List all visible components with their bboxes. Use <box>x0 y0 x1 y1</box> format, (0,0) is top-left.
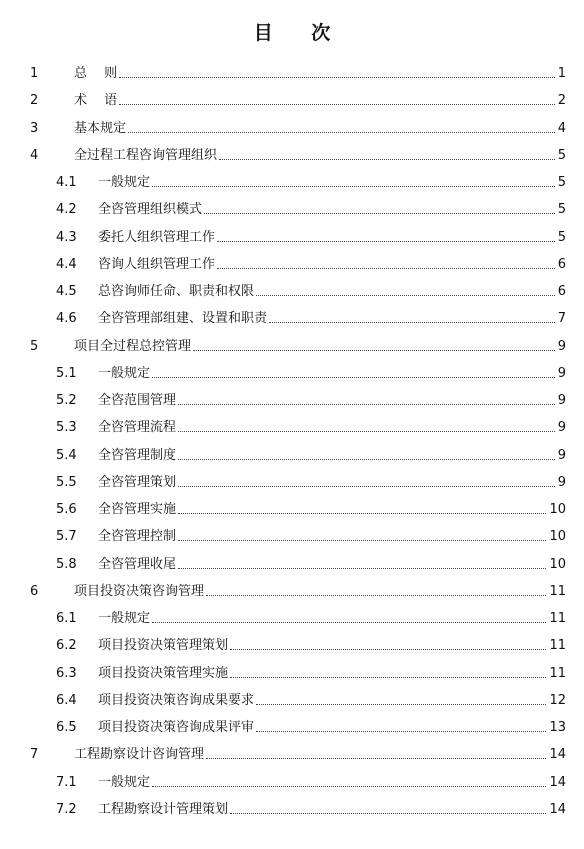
toc-entry-title: 全咨管理组织模式 <box>98 202 203 218</box>
toc-entry-title: 全咨管理收尾 <box>98 556 177 572</box>
toc-leader-dots <box>204 213 555 214</box>
toc-entry-page: 9 <box>557 420 566 436</box>
toc-leader-dots <box>178 540 546 541</box>
toc-leader-dots <box>178 431 555 432</box>
toc-leader-dots <box>178 404 555 405</box>
toc-leader-dots <box>217 268 555 269</box>
toc-leader-dots <box>152 622 546 623</box>
toc-entry-page: 5 <box>557 147 566 163</box>
toc-leader-dots <box>178 568 546 569</box>
toc-entry-page: 10 <box>549 529 566 545</box>
toc-entry-number: 4.5 <box>56 284 77 299</box>
toc-entry-number: 6.2 <box>56 638 77 654</box>
toc-entry[interactable] <box>0 224 584 251</box>
toc-entry-number: 5.2 <box>56 393 77 408</box>
toc-entry[interactable] <box>0 142 584 169</box>
toc-entry[interactable] <box>0 687 584 714</box>
toc-entry[interactable] <box>0 769 584 796</box>
toc-leader-dots <box>256 704 546 705</box>
toc-entry-page: 5 <box>557 229 566 245</box>
toc-leader-dots <box>206 758 546 759</box>
toc-leader-dots <box>178 486 555 487</box>
toc-entry[interactable] <box>0 741 584 768</box>
toc-entry-number: 5.7 <box>56 529 77 545</box>
toc-entry-title: 项目投资决策咨询管理 <box>74 583 205 599</box>
toc-entry-page: 11 <box>549 611 566 626</box>
toc-leader-dots <box>128 132 555 133</box>
toc-entry-page: 11 <box>549 583 566 599</box>
toc-entry[interactable] <box>0 60 584 87</box>
toc-leader-dots <box>230 813 546 814</box>
toc-entry[interactable] <box>0 360 584 387</box>
toc-entry[interactable] <box>0 714 584 741</box>
toc-entry-page: 4 <box>557 120 566 136</box>
toc-entry-title: 咨询人组织管理工作 <box>98 256 216 272</box>
toc-entry-title: 项目投资决策管理策划 <box>98 638 229 654</box>
toc-entry-number: 6.4 <box>56 692 77 708</box>
toc-entry-number: 6.1 <box>56 611 77 626</box>
toc-entry-title: 全咨管理制度 <box>98 447 177 463</box>
toc-entry-number: 2 <box>30 93 39 109</box>
toc-entry[interactable] <box>0 578 584 605</box>
toc-entry-title: 委托人组织管理工作 <box>98 229 216 245</box>
toc-entry-page: 12 <box>549 692 566 708</box>
toc-leader-dots <box>206 595 546 596</box>
toc-entry-number: 6.3 <box>56 665 77 681</box>
toc-entry-number: 5.3 <box>56 420 77 436</box>
toc-leader-dots <box>119 77 555 78</box>
toc-entry[interactable] <box>0 551 584 578</box>
toc-entry-number: 7 <box>30 747 39 763</box>
toc-entry-title: 术 语 <box>74 93 118 109</box>
toc-entry-page: 7 <box>557 311 566 327</box>
toc-entry-page: 1 <box>557 66 566 81</box>
toc-entry[interactable] <box>0 442 584 469</box>
toc-entry-page: 14 <box>549 801 566 817</box>
toc-entry[interactable] <box>0 796 584 823</box>
toc-entry-number: 5.4 <box>56 447 77 463</box>
toc-entry-title: 全咨管理控制 <box>98 529 177 545</box>
toc-entry-number: 5 <box>30 338 39 354</box>
toc-entry[interactable] <box>0 196 584 223</box>
toc-entry-number: 4.6 <box>56 311 77 327</box>
toc-entry-title: 总咨询师任命、职责和权限 <box>98 284 255 299</box>
toc-entry-number: 6.5 <box>56 720 77 735</box>
toc-leader-dots <box>178 459 555 460</box>
toc-entry-title: 基本规定 <box>74 120 127 136</box>
toc-entry-title: 项目投资决策咨询成果要求 <box>98 692 255 708</box>
toc-entry-title: 一般规定 <box>98 774 151 790</box>
toc-entry[interactable] <box>0 115 584 142</box>
toc-leader-dots <box>219 159 555 160</box>
toc-entry-title: 总 则 <box>74 66 118 81</box>
toc-entry-number: 3 <box>30 120 39 136</box>
toc-entry-number: 6 <box>30 583 39 599</box>
toc-entry-number: 5.8 <box>56 556 77 572</box>
toc-title: 目 次 <box>253 22 347 44</box>
toc-entry[interactable] <box>0 251 584 278</box>
toc-leader-dots <box>256 295 555 296</box>
toc-entry-number: 5.5 <box>56 474 77 490</box>
toc-entry-title: 一般规定 <box>98 365 151 381</box>
toc-entry-page: 5 <box>557 175 566 190</box>
toc-entry-number: 4.4 <box>56 256 77 272</box>
toc-entry[interactable] <box>0 305 584 332</box>
toc-entry[interactable] <box>0 632 584 659</box>
toc-entry-page: 9 <box>557 447 566 463</box>
toc-entry[interactable] <box>0 333 584 360</box>
toc-leader-dots <box>217 241 555 242</box>
toc-leader-dots <box>193 350 555 351</box>
toc-entry-page: 13 <box>549 720 566 735</box>
toc-entry-number: 5.1 <box>56 365 77 381</box>
toc-entry-title: 工程勘察设计咨询管理 <box>74 747 205 763</box>
toc-entry-number: 7.2 <box>56 801 77 817</box>
toc-entry-page: 11 <box>549 665 566 681</box>
toc-leader-dots <box>152 186 555 187</box>
toc-entry[interactable] <box>0 496 584 523</box>
toc-entry-page: 14 <box>549 747 566 763</box>
toc-leader-dots <box>256 731 546 732</box>
toc-entry[interactable] <box>0 660 584 687</box>
toc-entry[interactable] <box>0 278 584 305</box>
toc-entry-number: 4.1 <box>56 175 77 190</box>
toc-leader-dots <box>119 104 555 105</box>
toc-entry-number: 4 <box>30 147 39 163</box>
toc-entry-title: 全咨管理部组建、设置和职责 <box>98 311 268 327</box>
toc-entry-title: 项目投资决策咨询成果评审 <box>98 720 255 735</box>
toc-entry-title: 项目投资决策管理实施 <box>98 665 229 681</box>
toc-leader-dots <box>178 513 546 514</box>
toc-entry-page: 9 <box>557 338 566 354</box>
toc-entry-page: 10 <box>549 502 566 517</box>
toc-leader-dots <box>152 786 546 787</box>
toc-entry-page: 6 <box>557 284 566 299</box>
toc-entry-number: 4.3 <box>56 229 77 245</box>
toc-entry-number: 5.6 <box>56 502 77 517</box>
toc-entry-title: 一般规定 <box>98 175 151 190</box>
toc-entry-title: 一般规定 <box>98 611 151 626</box>
toc-entry-page: 9 <box>557 365 566 381</box>
toc-entry[interactable] <box>0 387 584 414</box>
toc-entry-page: 11 <box>549 638 566 654</box>
toc-entry-title: 全咨管理策划 <box>98 474 177 490</box>
toc-entry-number: 7.1 <box>56 774 77 790</box>
toc-entry-title: 工程勘察设计管理策划 <box>98 801 229 817</box>
toc-leader-dots <box>152 377 555 378</box>
toc-entry[interactable] <box>0 87 584 114</box>
toc-leader-dots <box>230 677 546 678</box>
toc-entry-title: 全过程工程咨询管理组织 <box>74 147 218 163</box>
toc-entry-title: 全咨管理流程 <box>98 420 177 436</box>
toc-entry-number: 1 <box>30 66 39 81</box>
toc-entry-title: 项目全过程总控管理 <box>74 338 192 354</box>
toc-entry-page: 2 <box>557 93 566 109</box>
toc-entry-page: 9 <box>557 474 566 490</box>
toc-entry-page: 5 <box>557 202 566 218</box>
toc-entry-page: 10 <box>549 556 566 572</box>
toc-entry-page: 9 <box>557 393 566 408</box>
toc-entry[interactable] <box>0 169 584 196</box>
toc-entry-number: 4.2 <box>56 202 77 218</box>
toc-entry[interactable] <box>0 523 584 550</box>
toc-leader-dots <box>269 322 555 323</box>
toc-entry-title: 全咨范围管理 <box>98 393 177 408</box>
toc-entry[interactable] <box>0 469 584 496</box>
toc-entry[interactable] <box>0 605 584 632</box>
toc-entry-page: 14 <box>549 774 566 790</box>
toc-entry-title: 全咨管理实施 <box>98 502 177 517</box>
toc-entry-page: 6 <box>557 256 566 272</box>
toc-leader-dots <box>230 649 546 650</box>
toc-entry[interactable] <box>0 414 584 441</box>
